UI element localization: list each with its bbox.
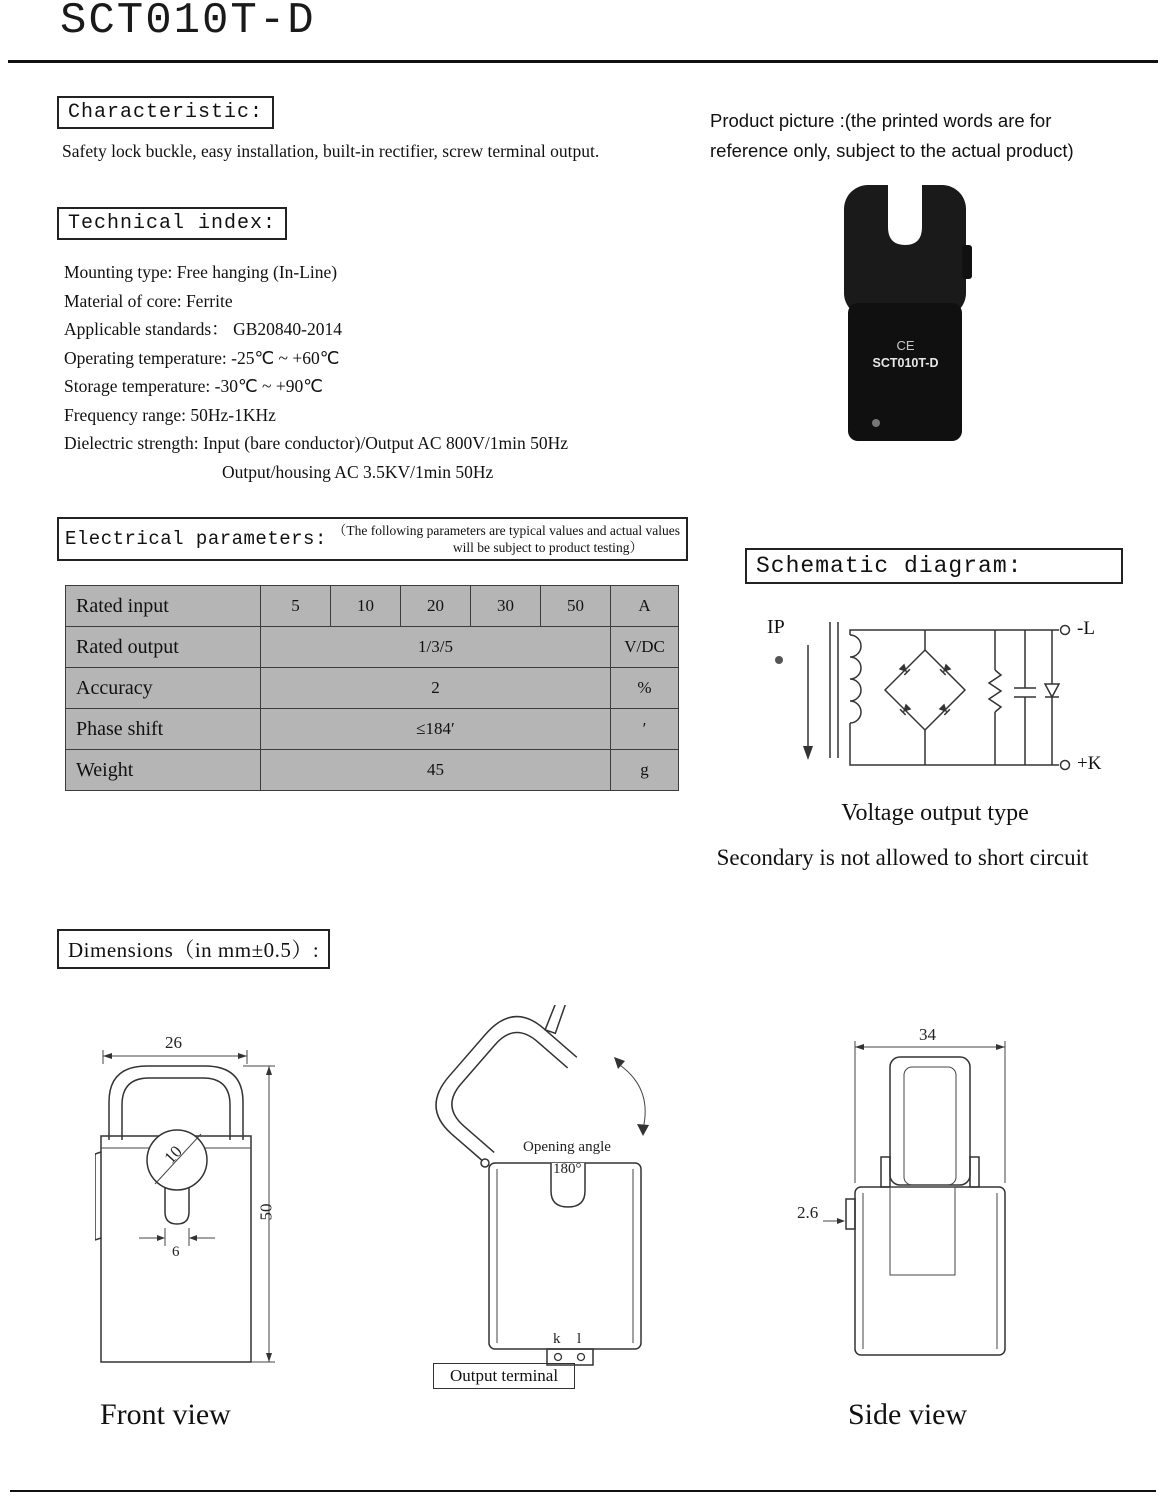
diode-icon	[939, 704, 950, 715]
body-inner-slot	[890, 1187, 955, 1275]
clamp-inner	[904, 1067, 956, 1185]
cell-value: 30	[471, 586, 541, 627]
front-view-figure	[95, 1032, 305, 1377]
front-hole-dim: 10	[160, 1141, 186, 1168]
left-latch	[95, 1152, 101, 1240]
front-view-caption: Front view	[100, 1398, 231, 1431]
latch-strap	[535, 1005, 582, 1036]
product-caption-line2: reference only, subject to the actual product)	[710, 140, 1074, 161]
side-width-dim: 34	[919, 1025, 936, 1044]
open-arch-inner	[441, 1022, 567, 1152]
cell-value: 20	[401, 586, 471, 627]
diode-icon	[899, 664, 910, 675]
electrical-parameters-note	[333, 522, 680, 556]
technical-line: Operating temperature: -25℃ ~ +60℃	[64, 347, 340, 368]
cell-unit: V/DC	[611, 627, 679, 668]
terminal-k-label: k	[553, 1331, 561, 1347]
terminal-pos-circle	[1061, 761, 1070, 770]
inner-slot	[165, 1188, 189, 1224]
bridge-rectifier	[885, 650, 965, 730]
output-terminal-label: Output terminal	[433, 1363, 575, 1389]
cell-value: 2	[261, 668, 611, 709]
side-view-caption: Side view	[848, 1398, 968, 1431]
resistor-icon	[989, 670, 1001, 712]
cell-value: 45	[261, 750, 611, 791]
table-row-accuracy	[66, 668, 679, 709]
product-cable-slot	[888, 183, 922, 245]
terminal-screw-k	[555, 1354, 562, 1361]
arrowhead	[266, 1066, 272, 1075]
technical-line: Dielectric strength: Input (bare conductor)/Output AC 800V/1min 50Hz	[64, 433, 568, 453]
arrowhead	[637, 1124, 649, 1136]
table-row-rated-input	[66, 586, 679, 627]
cell-unit: ′	[611, 709, 679, 750]
dimensions-heading: Dimensions（in mm±0.5）:	[57, 929, 330, 969]
technical-line: Frequency range: 50Hz-1KHz	[64, 404, 276, 425]
front-height-dim: 50	[256, 1203, 276, 1221]
front-width-dim: 26	[165, 1033, 182, 1052]
technical-line: Material of core: Ferrite	[64, 290, 233, 311]
cell-unit: %	[611, 668, 679, 709]
page-title: SCT010T-D	[60, 0, 316, 46]
side-view-figure	[795, 1025, 1045, 1375]
title-rule	[8, 60, 1158, 63]
ip-label: IP	[767, 616, 785, 638]
ip-dot	[775, 656, 783, 664]
open-view-figure	[425, 1005, 685, 1400]
primary-arrowhead	[803, 746, 813, 760]
schematic-warning: Secondary is not allowed to short circuit	[716, 845, 1089, 870]
hinge-pin	[481, 1159, 489, 1167]
cell-value: 1/3/5	[261, 627, 611, 668]
characteristic-text: Safety lock buckle, easy installation, built-in rectifier, screw terminal output.	[62, 141, 600, 161]
row-name: Phase shift	[66, 709, 261, 750]
arrowhead	[103, 1053, 112, 1059]
latch-tab-left	[881, 1157, 890, 1187]
row-name: Rated input	[66, 586, 261, 627]
technical-line: Output/housing AC 3.5KV/1min 50Hz	[222, 461, 494, 482]
side-hook-dim: 2.6	[797, 1203, 819, 1222]
bottom-rail	[850, 723, 1059, 765]
latch-tab-right	[970, 1157, 979, 1187]
technical-line: Storage temperature: -30℃ ~ +90℃	[64, 376, 323, 396]
electrical-parameters-label: Electrical parameters:	[65, 528, 327, 550]
product-body	[848, 303, 962, 441]
table-row-rated-output	[66, 627, 679, 668]
zener-icon	[1045, 684, 1059, 697]
arrowhead	[238, 1053, 247, 1059]
technical-index-heading: Technical index:	[57, 207, 287, 240]
product-photo	[838, 183, 973, 445]
cell-unit: g	[611, 750, 679, 791]
product-caption-line1: Product picture :(the printed words are for	[710, 110, 1052, 131]
row-name: Weight	[66, 750, 261, 791]
side-view-drawing	[795, 1025, 1045, 1375]
body-outline	[855, 1187, 1005, 1355]
arrowhead	[157, 1235, 165, 1241]
top-rail	[850, 630, 1059, 635]
clamp-arch-outer	[109, 1066, 243, 1140]
product-photo-drawing	[838, 183, 973, 445]
arrowhead	[189, 1235, 197, 1241]
product-model-label: SCT010T-D	[872, 356, 939, 370]
schematic-figure	[755, 600, 1135, 795]
arrowhead	[837, 1218, 845, 1224]
opening-angle-arc	[617, 1063, 645, 1129]
neg-terminal-label: -L	[1077, 618, 1095, 639]
characteristic-heading: Characteristic:	[57, 96, 274, 129]
cell-unit: A	[611, 586, 679, 627]
bottom-rule	[10, 1490, 1156, 1492]
secondary-coil	[850, 635, 861, 723]
table-row-weight	[66, 750, 679, 791]
opening-angle-value: 180°	[553, 1161, 582, 1177]
product-screw-dot	[872, 419, 880, 427]
terminal-neg-circle	[1061, 626, 1070, 635]
terminal-l-label: l	[577, 1331, 582, 1347]
diode-icon	[900, 704, 911, 715]
front-slot-dim: 6	[172, 1244, 180, 1260]
product-ce-mark: CE	[896, 338, 915, 353]
row-name: Rated output	[66, 627, 261, 668]
side-hook	[846, 1199, 855, 1229]
schematic-caption: Voltage output type	[841, 800, 1029, 826]
technical-index-list	[64, 258, 568, 486]
terminal-screw-l	[578, 1354, 585, 1361]
note-line1: （The following parameters are typical values and actual values	[332, 523, 680, 538]
note-line2: will be subject to product testing）	[452, 540, 643, 555]
table-row-phase-shift	[66, 709, 679, 750]
cell-value: 5	[261, 586, 331, 627]
cell-value: 10	[331, 586, 401, 627]
product-latch	[962, 245, 972, 279]
electrical-parameters-table	[65, 585, 679, 791]
electrical-parameters-heading	[57, 517, 688, 561]
clamp-outline	[890, 1057, 970, 1185]
arrowhead	[855, 1044, 864, 1050]
schematic-heading: Schematic diagram:	[745, 548, 1123, 584]
cell-value: 50	[541, 586, 611, 627]
row-name: Accuracy	[66, 668, 261, 709]
opening-angle-label: Opening angle	[523, 1139, 611, 1155]
cell-value: ≤184′	[261, 709, 611, 750]
diode-icon	[940, 664, 951, 675]
technical-line: Applicable standards： GB20840-2014	[64, 319, 343, 339]
technical-line: Mounting type: Free hanging (In-Line)	[64, 262, 338, 282]
pos-terminal-label: +K	[1077, 753, 1102, 774]
arrowhead	[266, 1353, 272, 1362]
arrowhead	[996, 1044, 1005, 1050]
